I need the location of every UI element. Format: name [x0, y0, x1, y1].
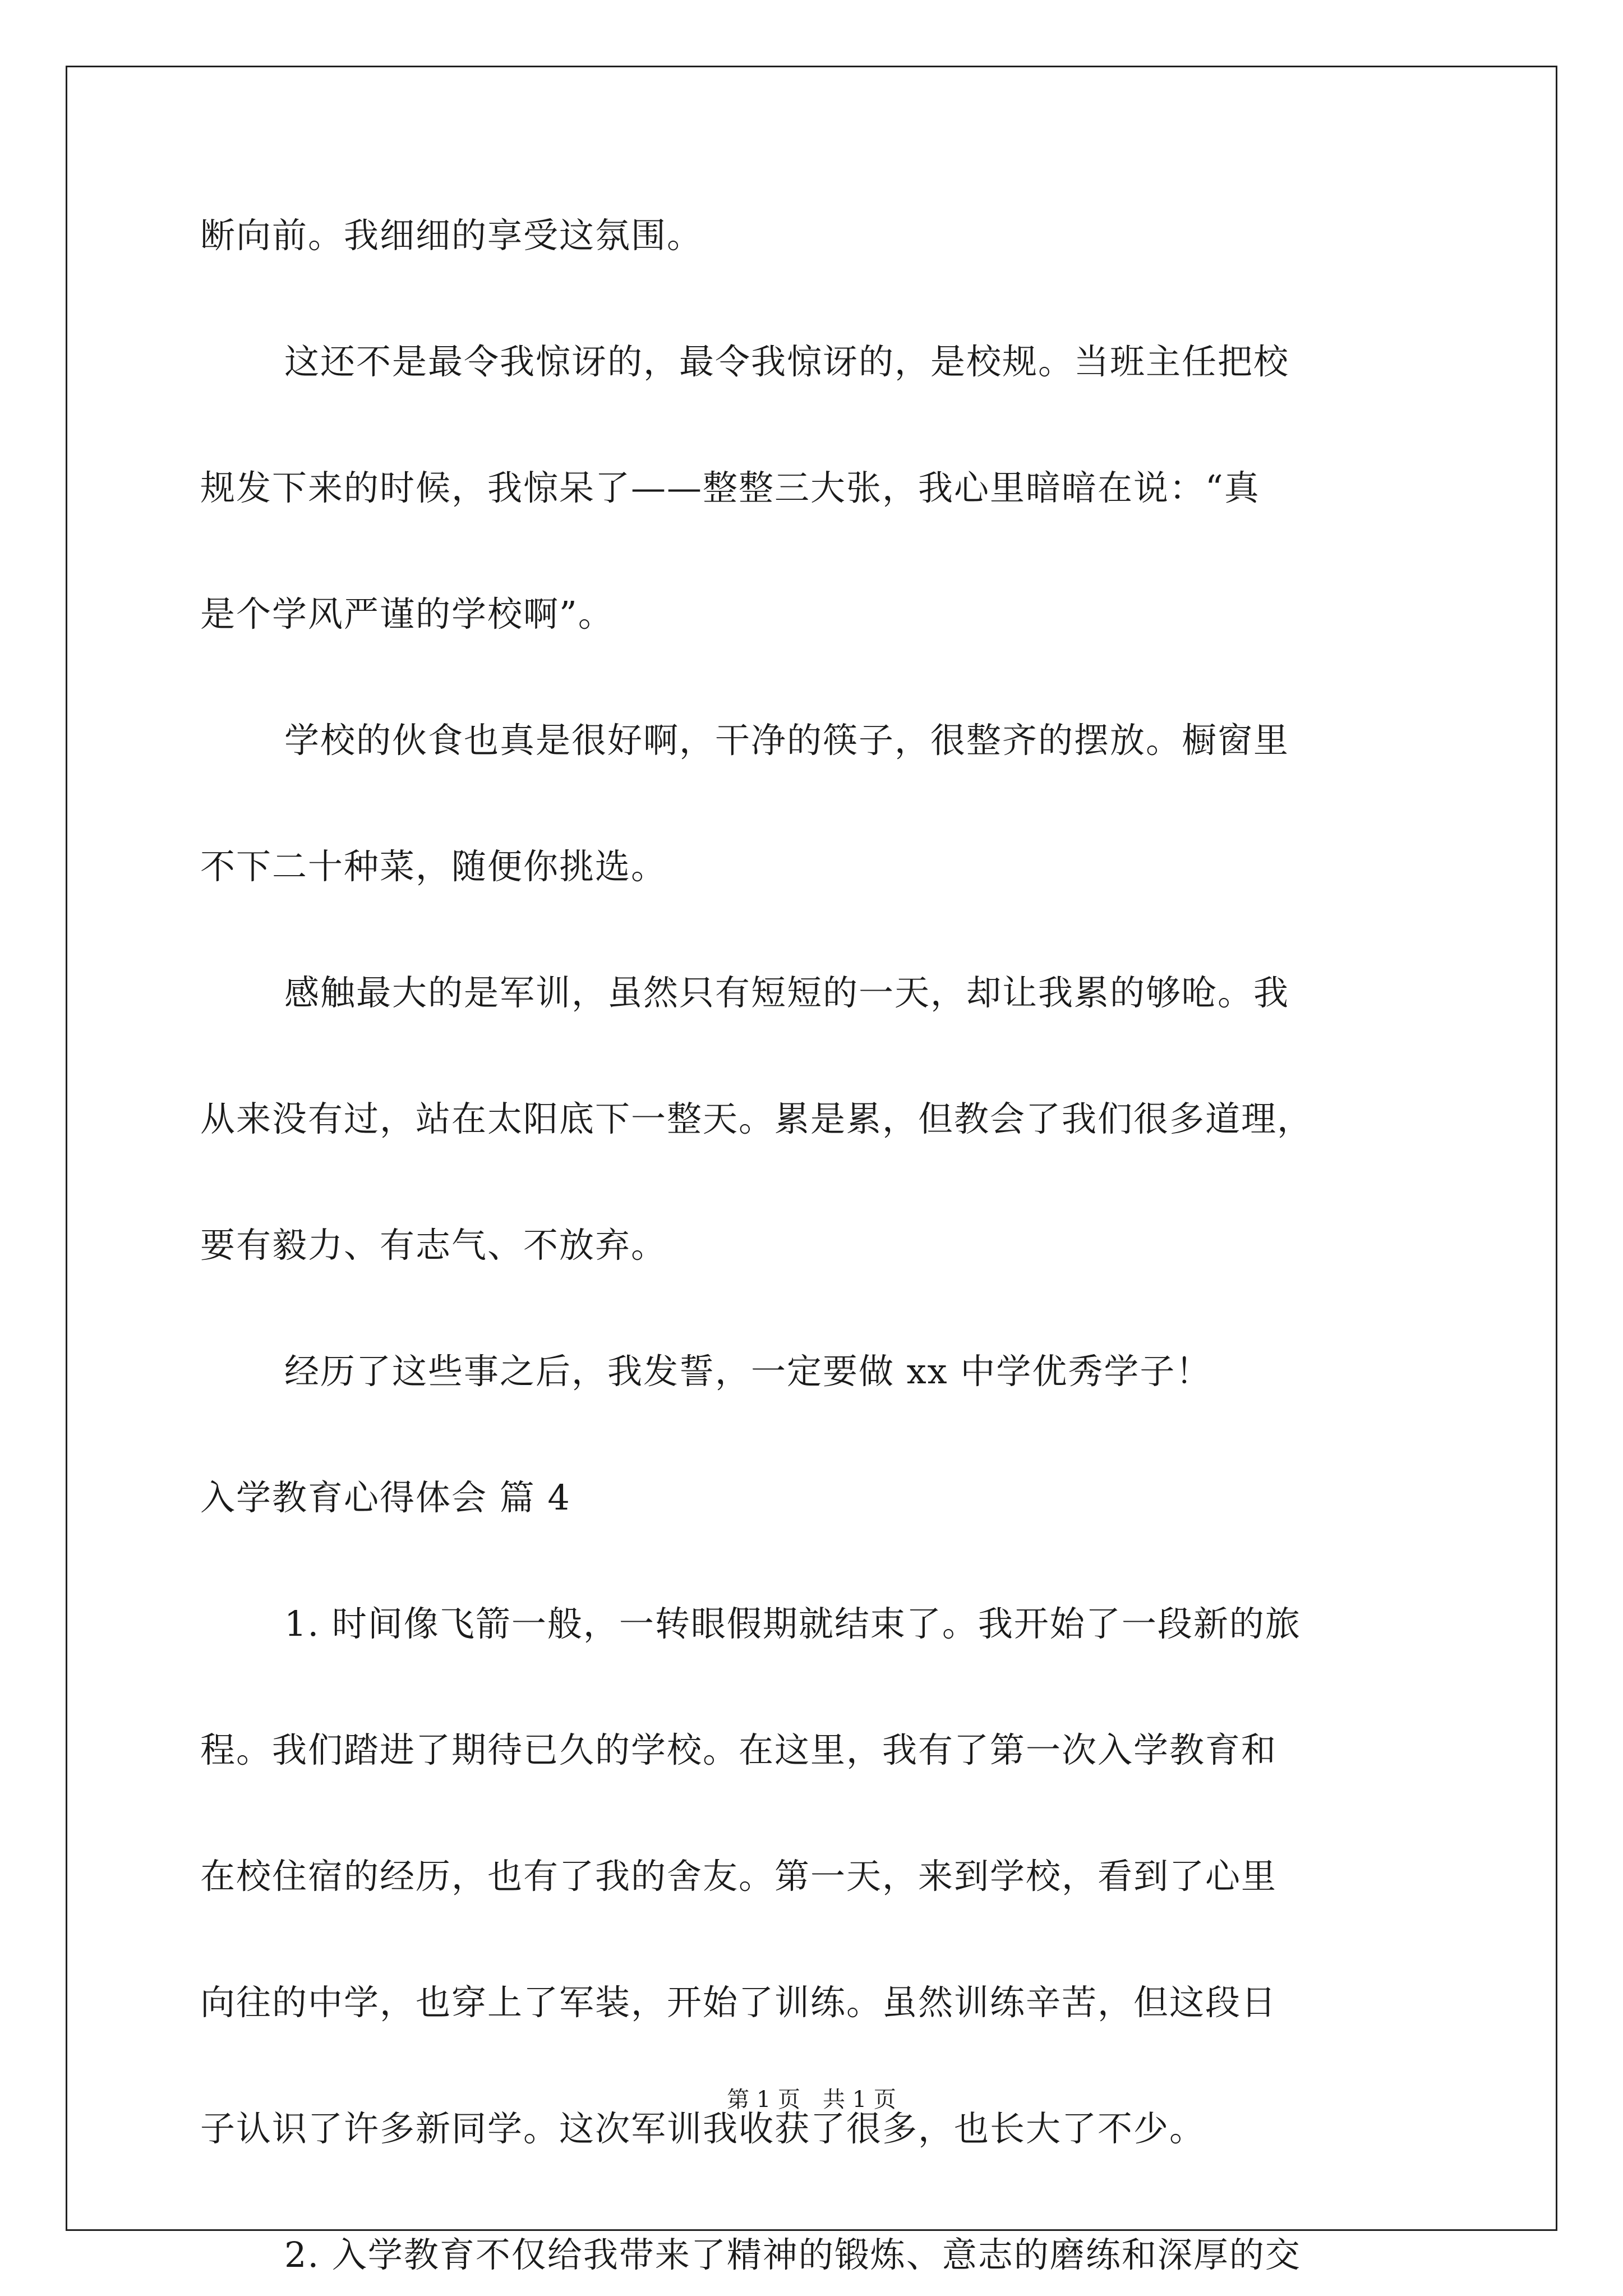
text-line: 学校的伙食也真是很好啊，干净的筷子，很整齐的摆放。橱窗里 [284, 720, 1290, 761]
text-line: 向往的中学，也穿上了军装，开始了训练。虽然训练辛苦，但这段日 [200, 1982, 1278, 2023]
page-border [66, 66, 1557, 2231]
text-line: 1. 时间像飞箭一般，一转眼假期就结束了。我开始了一段新的旅 [284, 1603, 1301, 1644]
text-line: 断向前。我细细的享受这氛围。 [200, 215, 703, 256]
text-line: 这还不是最令我惊讶的，最令我惊讶的，是校规。当班主任把校 [284, 341, 1290, 382]
text-line: 在校住宿的经历，也有了我的舍友。第一天，来到学校，看到了心里 [200, 1856, 1278, 1897]
text-line: 子认识了许多新同学。这次军训我收获了很多，也长大了不少。 [200, 2108, 1206, 2149]
text-line: 程。我们踏进了期待已久的学校。在这里，我有了第一次入学教育和 [200, 1729, 1278, 1770]
text-line: 要有毅力、有志气、不放弃。 [200, 1225, 667, 1266]
text-line: 2. 入学教育不仅给我带来了精神的锻炼、意志的磨练和深厚的交 [284, 2234, 1301, 2275]
text-line: 经历了这些事之后，我发誓，一定要做 xx 中学优秀学子！ [284, 1351, 1212, 1392]
text-line: 感触最大的是军训，虽然只有短短的一天，却让我累的够呛。我 [284, 972, 1290, 1013]
text-line: 规发下来的时候，我惊呆了——整整三大张，我心里暗暗在说：“真 [200, 467, 1260, 508]
section-heading: 入学教育心得体会 篇 4 [200, 1477, 571, 1518]
text-line: 是个学风严谨的学校啊”。 [200, 593, 614, 634]
text-line: 从来没有过，站在太阳底下一整天。累是累，但教会了我们很多道理， [200, 1098, 1313, 1139]
page-footer: 第 1 页 共 1 页 [727, 2087, 896, 2113]
text-line: 不下二十种菜，随便你挑选。 [200, 846, 667, 887]
